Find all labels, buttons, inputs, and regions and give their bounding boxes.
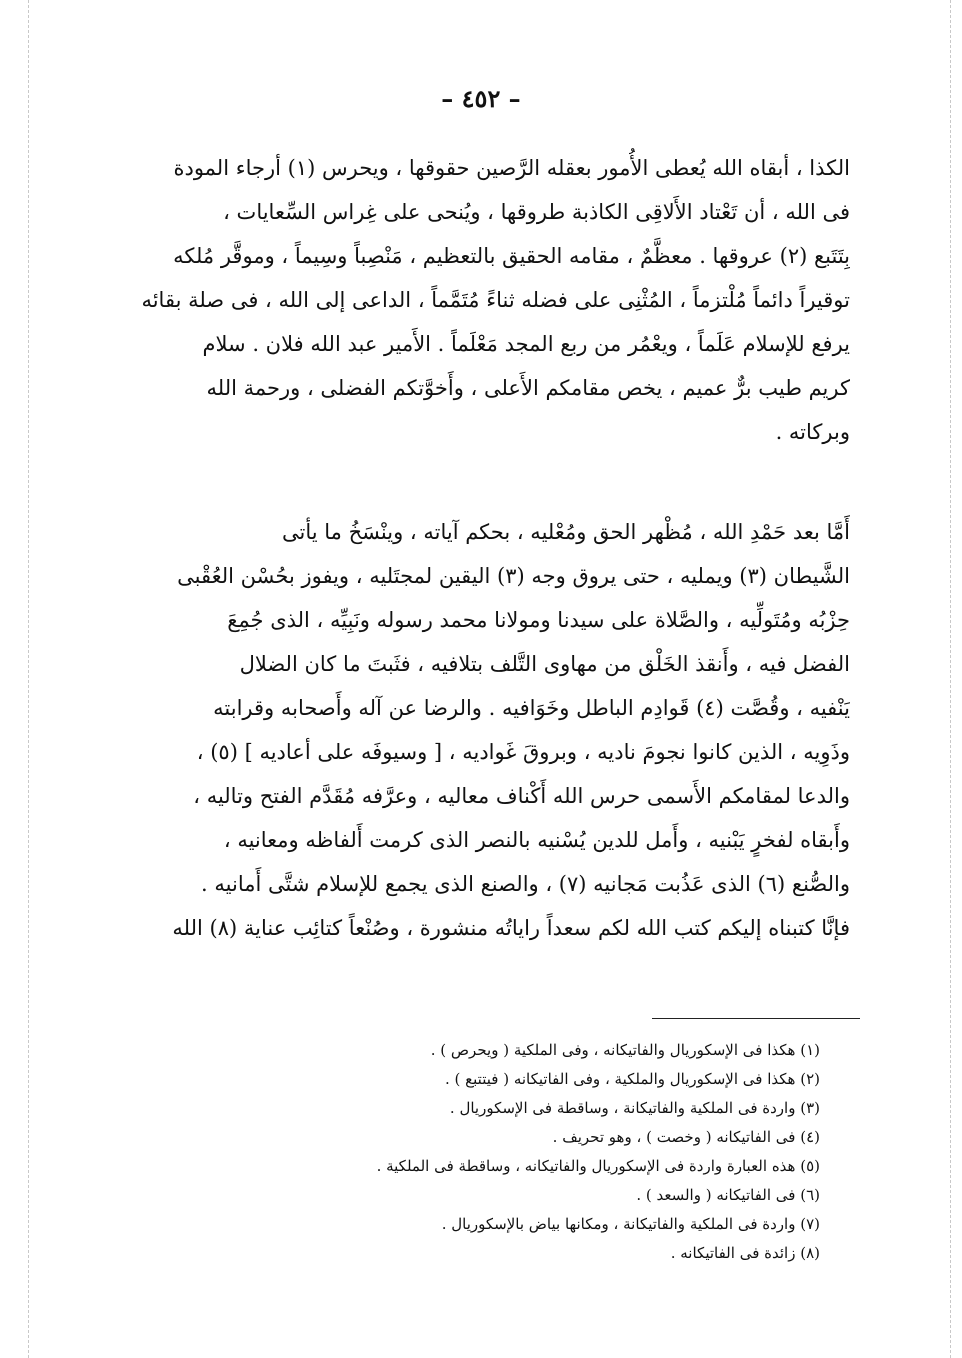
text-line: وذَوِيه ، الذين كانوا نجومَ ناديه ، وبروقَ غَواديه ، [ وسيوفَه على أعاديه ] (٥) ، <box>196 740 850 764</box>
right-margin-guide <box>950 0 951 1358</box>
footnote-5: (٥) هذه العبارة واردة فى الإسكوريال والفاتيكانه ، وساقطة فى الملكية . <box>376 1157 820 1175</box>
footnote-separator <box>652 1018 860 1019</box>
text-line: وبركاته . <box>775 420 850 444</box>
text-line: فى الله ، أن تَعْتاد الأَلاقِى الكاذبة طروقها ، ويُنحى على غِراس السِّعايات ، <box>223 200 850 224</box>
text-line: حِزْبُه ومُتَولِّيه ، والصَّلاة على سيدنا ومولانا محمد رسوله ونَبِيِّه ، الذى جُمِعَ <box>227 608 850 632</box>
footnote-3: (٣) واردة فى الملكية والفاتيكانة ، وساقطة فى الإسكوريال . <box>449 1099 820 1117</box>
text-line: كريم طيب برٌّ عميم ، يخص مقامكم الأَعلى ، وأَخوَّتكم الفضلى ، ورحمة الله <box>206 376 850 400</box>
footnote-8: (٨) زائدة فى الفاتيكانه . <box>670 1244 820 1262</box>
footnote-1: (١) هكذا فى الإسكوريال والفاتيكانه ، وفى الملكية ( ويحرص ) . <box>430 1041 820 1059</box>
footnote-6: (٦) فى الفاتيكانه ( والسعد ) . <box>636 1186 820 1204</box>
text-line: الشَّيطان (٣) ويمليه ، حتى يروق وجه (٣) اليقين لمجتَليه ، ويفوز بحُسْن العُقْبى <box>177 564 850 588</box>
text-line: والصُّنع (٦) الذى عَذُبت مَجانيه (٧) ، والصنع الذى يجمع للإسلام شتَّى أَمانيه . <box>201 872 850 896</box>
text-line: يَنْفيه ، وقُصَّت (٤) قَوادِم الباطل وخَوَافيه . والرضا عن آله وأَصحابه وقرابته <box>213 696 850 720</box>
paragraph-1 <box>128 146 850 454</box>
text-line: أَمَّا بعد حَمْدِ الله ، مُظْهر الحق ومُعْليه ، بحكم آياته ، وينْسَخُ ما يأتى <box>282 520 850 544</box>
text-line: الكذا ، أبقاه الله يُعطى الأُمور بعقله الرَّصين حقوقها ، ويحرس (١) أرجاء المودة <box>173 156 850 180</box>
text-line: والدعا لمقامكم الأَسمى حرس الله أَكْناف معاليه ، وعرَّفه مُقَدَّم الفتح وتاليه ، <box>193 784 850 808</box>
left-margin-guide <box>28 0 29 1358</box>
text-line: وأَبقاه لفخرٍ يَبْنيه ، وأَمل للدين يُسْنيه بالنصر الذى كرمت أَلفاظه ومعانيه ، <box>223 828 850 852</box>
text-line: بِتَتَبع (٢) عروقها . معظَّمٌ ، مقامه الحقيق بالتعظيم ، مَنْصِباً وسِيماً ، وموقَّر مُلكه <box>173 244 850 268</box>
text-line: الفضل فيه ، وأَنقذ الخَلْق من مهاوى التَّلف بتلافيه ، فثَبتَ ما كان الضلال <box>239 652 850 676</box>
footnote-4: (٤) فى الفاتيكانه ( وخصت ) ، وهو تحريف . <box>552 1128 820 1146</box>
text-line: توقيراً دائماً مُلْتزماً ، المُثْنِى على فضله ثناءً مُتَمَّماً ، الداعى إلى الله ، فى صلة بقائه <box>141 288 850 312</box>
page-number: – ٤٥٢ – <box>441 84 521 113</box>
footnote-7: (٧) واردة فى الملكية والفاتيكانة ، ومكانها بياض بالإسكوريال . <box>441 1215 820 1233</box>
text-line: فإنَّا كتبناه إليكم كتب الله لكم سعداً راياتُه منشورة ، وصُنْعاً كتائِب عناية (٨) الله <box>172 916 850 940</box>
text-line: يرفع للإسلام عَلَماً ، ويعْمُر من ربع المجد مَعْلَماً . الأَمير عبد الله فلان . سلام <box>202 332 850 356</box>
footnotes <box>300 1036 820 1268</box>
paragraph-2 <box>128 510 850 950</box>
footnote-2: (٢) هكذا فى الإسكوريال والملكية ، وفى الفاتيكانه ( فيتتبع ) . <box>445 1070 820 1088</box>
